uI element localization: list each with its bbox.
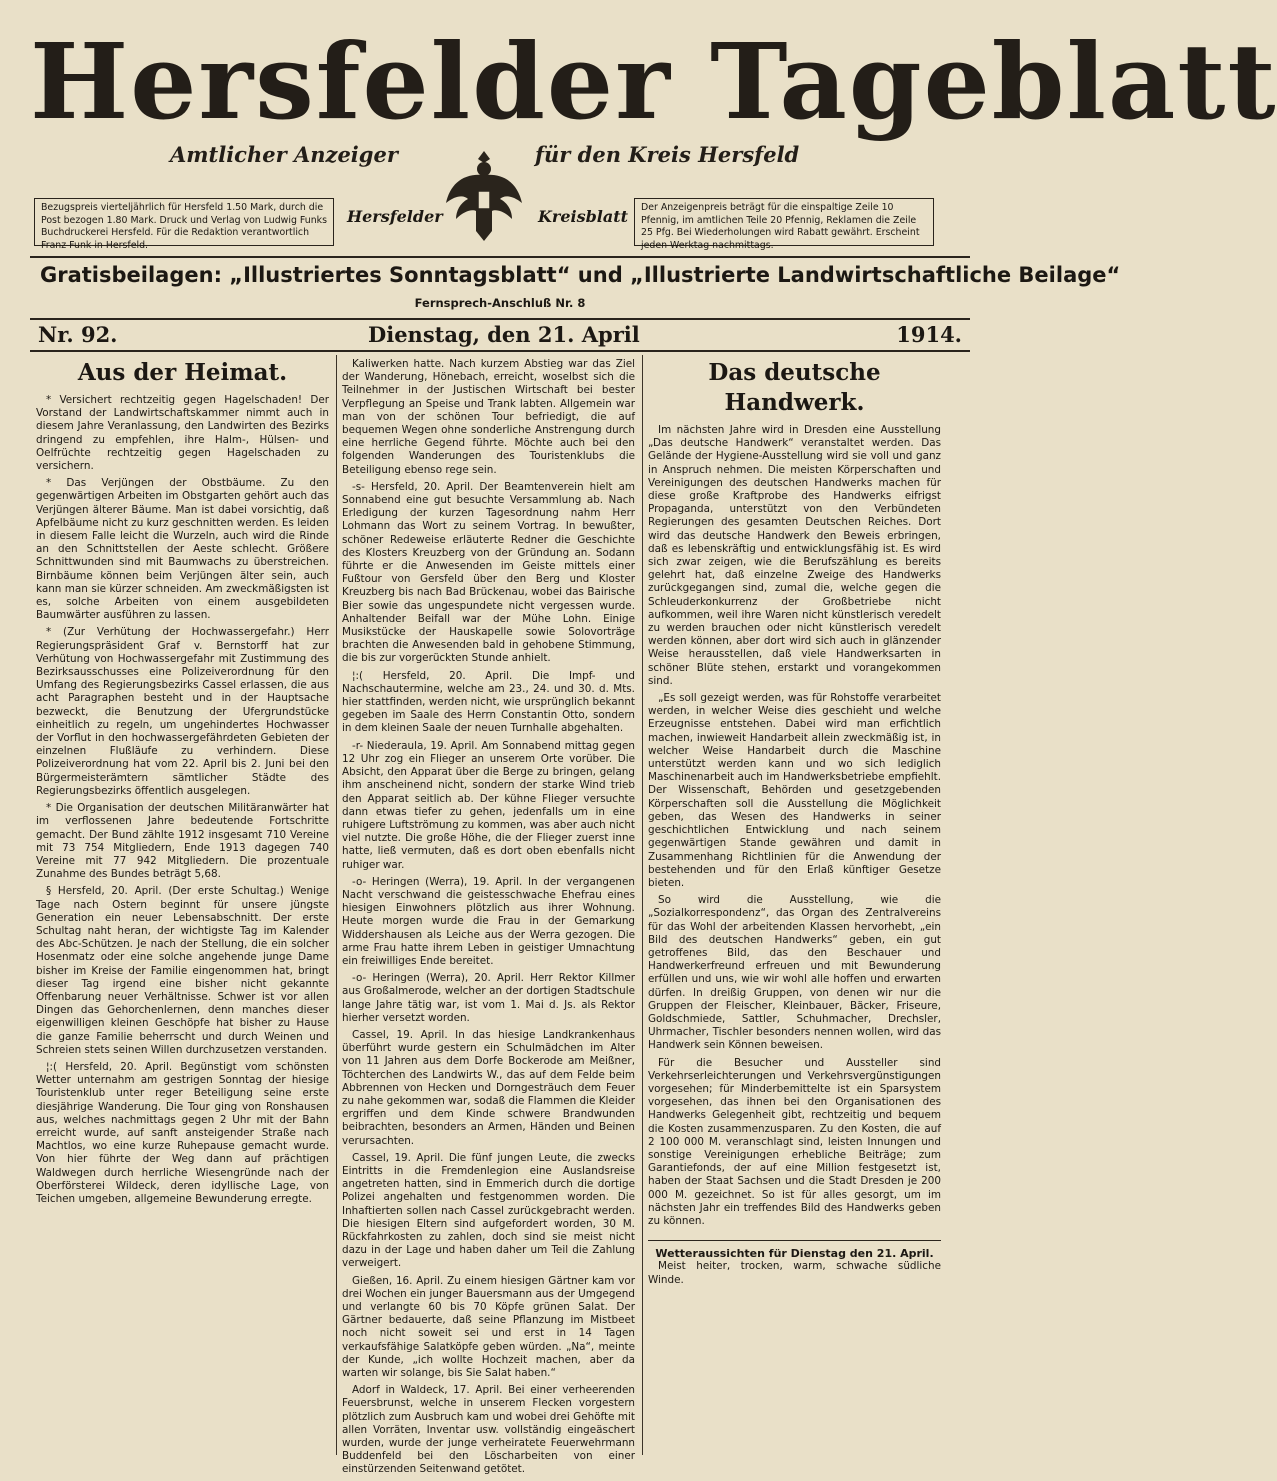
- article-paragraph: Cassel, 19. April. Die fünf jungen Leute, die zwecks Eintritts in die Fremdenlegion eine Auslandsreise angetreten hatten, sind in Emmerich durch die dortige Polizei angehalten und festgenommen worden. Die Inhaftierten sollen nach Cassel zurückgebracht werden. Die hiesigen Eltern sind aufgefordert worden, 30 M. Rückfahrkosten zu zahlen, doch sind sie meist nicht dazu in der Lage und haben daher um Teil die Zahlung verweigert.: [342, 1151, 635, 1270]
- issue-date: Dienstag, den 21. April: [368, 322, 640, 347]
- article-paragraph: ¦:( Hersfeld, 20. April. Begünstigt vom schönsten Wetter unternahm am gestrigen Sonntag der hiesige Touristenklub unter reger Beteiligung seine erste diesjährige Wanderung. Die Tour ging von Ronshausen aus, welches nachmittags gegen 2 Uhr mit der Bahn erreicht wurde, auf sanft ansteigender Straße nach Machtlos, wo eine kurze Ruhepause gemacht wurde. Von hier führte der Weg dann auf prächtigen Waldwegen durch herrliche Wiesengründe nach der Oberförsterei Wildeck, deren idyllische Lage, von Teichen umgeben, allgemeine Bewunderung erregte.: [36, 1060, 329, 1205]
- issue-number: Nr. 92.: [38, 322, 118, 347]
- rule-top: [30, 256, 970, 258]
- article-paragraph: -r- Niederaula, 19. April. Am Sonnabend mittag gegen 12 Uhr zog ein Flieger an unserem Orte vorüber. Die Absicht, den Apparat über die Berge zu bringen, gelang ihm anscheinend nicht, sondern der starke Wind trieb den Apparat seitlich ab. Der kühne Flieger versuchte dann etwas tiefer zu gehen, jedenfalls um in eine ruhigere Luftströmung zu kommen, was aber auch nicht viel nutzte. Die große Höhe, die der Flieger zuerst inne hatte, ließ vermuten, daß es dort oben ebenfalls nicht ruhiger war.: [342, 739, 635, 871]
- column-3: [648, 358, 941, 1291]
- article-paragraph: -o- Heringen (Werra), 19. April. In der vergangenen Nacht verschwand die geistesschwache Ehefrau eines hiesigen Einwohners plötzlich aus ihrer Wohnung. Heute morgen wurde die Frau in der Gemarkung Widdershausen als Leiche aus der Werra gezogen. Die arme Frau hatte ihrem Leben in geistiger Umnachtung ein freiwilliges Ende bereitet.: [342, 875, 635, 967]
- weather-title: Wetteraussichten für Dienstag den 21. April.: [655, 1247, 934, 1261]
- article-paragraph: * Versichert rechtzeitig gegen Hagelschaden! Der Vorstand der Landwirtschaftskammer nimmt auch in diesem Jahre Veranlassung, den Landwirten des Bezirks dringend zu empfehlen, ihre Halm-, Hülsen- und Oelfrüchte rechtzeitig gegen Hagelschaden zu versichern.: [36, 394, 329, 473]
- supplement-line: Gratisbeilagen: „Illustriertes Sonntagsblatt“ und „Illustrierte Landwirtschaftliche Beilage“: [40, 263, 1121, 287]
- section-heading-craft: Das deutsche Handwerk.: [708, 359, 881, 416]
- subscription-info-box: Bezugspreis vierteljährlich für Hersfeld 1.50 Mark, durch die Post bezogen 1.80 Mark. Druck und Verlag von Ludwig Funks Buchdruckerei Hersfeld. Für die Redaktion verantwortlich Franz Funk in Hersfeld.: [34, 198, 334, 246]
- column-2: [342, 358, 635, 1481]
- subtitle-right: für den Kreis Hersfeld: [535, 142, 800, 167]
- phone-line: Fernsprech-Anschluß Nr. 8: [414, 296, 586, 310]
- eagle-emblem-icon: [442, 145, 526, 245]
- issue-line: [38, 322, 962, 352]
- subtitle-left: Amtlicher Anzeiger: [170, 142, 398, 167]
- issue-year: 1914.: [896, 322, 962, 347]
- column-divider-1: [336, 355, 337, 1455]
- article-paragraph: Gießen, 16. April. Zu einem hiesigen Gärtner kam vor drei Wochen ein junger Bauersmann aus der Umgegend und verlangte 60 bis 70 Köpfe grünen Salat. Der Gärtner bedauerte, daß seine Pflanzung im Mistbeet noch nicht soweit sei und erst in 14 Tagen verkaufsfähige Salatköpfe geben würden. „Na“, meinte der Kunde, „ich wollte Hochzeit machen, aber da warten wir solange, bis Sie Salat haben.“: [342, 1274, 635, 1380]
- article-paragraph: Cassel, 19. April. In das hiesige Landkrankenhaus überführt wurde gestern ein Schulmädchen im Alter von 11 Jahren aus dem Dorfe Bockerode am Meißner, Töchterchen des Landwirts W., das auf dem Felde beim Abbrennen von Hecken und Dorngesträuch dem Feuer zu nahe gekommen war, sodaß die Flammen die Kleider ergriffen und dem Kinde schwere Brandwunden beibrachten, besonders an Armen, Händen und Beinen verursachten.: [342, 1028, 635, 1147]
- eagle-caption-right: Kreisblatt: [538, 207, 629, 226]
- masthead-title: Hersfelder Tageblatt: [30, 20, 1277, 143]
- masthead: [30, 18, 1277, 158]
- weather-text: Meist heiter, trocken, warm, schwache südliche Winde.: [648, 1260, 941, 1286]
- rule-bottom: [30, 350, 970, 352]
- article-paragraph: * Die Organisation der deutschen Militäranwärter hat im verflossenen Jahre bedeutende Fortschritte gemacht. Der Bund zählte 1912 insgesamt 710 Vereine mit 73 754 Mitgliedern, Ende 1913 dagegen 740 Vereine mit 77 942 Mitgliedern. Die prozentuale Zunahme des Bundes beträgt 5,68.: [36, 802, 329, 881]
- article-paragraph: Kaliwerken hatte. Nach kurzem Abstieg war das Ziel der Wanderung, Hönebach, erreicht, woselbst sich die Teilnehmer in der Justischen Wirtschaft bei bester Verpflegung an Speise und Trank labten. Allgemein war man von der schönen Tour befriedigt, die auf bequemen Wegen ohne sonderliche Anstrengung durch eine herrliche Gegend führte. Möchte auch bei den folgenden Wanderungen des Touristenklubs die Beteiligung ebenso rege sein.: [342, 358, 635, 476]
- column-1: [36, 358, 329, 1210]
- article-paragraph: * Das Verjüngen der Obstbäume. Zu den gegenwärtigen Arbeiten im Obstgarten gehört auch das Verjüngen älterer Bäume. Man ist dabei vorsichtig, daß Apfelbäume nicht zu kurz geschnitten werden. Es leiden in diesem Falle leicht die Wurzeln, auch wird die Rinde an den Schnittstellen der Aeste schlecht. Größere Schnittwunden sind mit Baumwachs zu überstreichen. Birnbäume können beim Verjüngen älter sein, auch kann man sie kürzer schneiden. Am zweckmäßigsten ist es, solche Arbeiten von einem ausgebildeten Baumwärter ausführen zu lassen.: [36, 477, 329, 622]
- article-paragraph: -s- Hersfeld, 20. April. Der Beamtenverein hielt am Sonnabend eine gut besuchte Versammlung ab. Nach Erledigung der kurzen Tagesordnung nahm Herr Lohmann das Wort zu seinem Vortrag. In bewußter, schöner Redeweise erläuterte Redner die Geschichte des Klosters Kreuzberg von der Gründung an. Sodann führte er die Anwesenden im Geiste mittels einer Fußtour von Gersfeld über den Berg und Kloster Kreuzberg bis nach Bad Brückenau, wobei das Bairische Bier sowie das ungespundete nicht vergessen wurde. Anhaltender Beifall war der Mühe Lohn. Einige Musikstücke der Hauskapelle sowie Solovorträge brachten die Anwesenden bald in gehobene Stimmung, die bis zur vorgerückten Stunde anhielt.: [342, 480, 635, 665]
- rule-middle: [30, 318, 970, 320]
- article-paragraph: So wird die Ausstellung, wie die „Sozialkorrespondenz“, das Organ des Zentralvereins für das Wohl der arbeitenden Klassen hervorhebt, „ein Bild des deutschen Handwerks“ geben, ein gut getroffenes Bild, das den Beschauer und Handwerkerfreund erfreuen und mit Bewunderung erfüllen und uns, wie wir wohl alle hoffen und erwarten dürfen. In dreißig Gruppen, von denen wir nur die Gruppen der Fleischer, Kleinbauer, Bäcker, Friseure, Goldschmiede, Sattler, Schuhmacher, Drechsler, Uhrmacher, Tischler besonders nennen wollen, wird das Handwerk sein Können beweisen.: [648, 894, 941, 1052]
- article-paragraph: „Es soll gezeigt werden, was für Rohstoffe verarbeitet werden, in welcher Weise dies geschieht und welche Erzeugnisse entstehen. Dabei wird man erfichtlich machen, inwieweit Handarbeit allein zweckmäßig ist, in welcher Weise Handarbeit durch die Maschine unterstützt werden kann und wo sich lediglich Maschinenarbeit auch im Handwerksbetriebe empfiehlt. Der Wissenschaft, Behörden und gesetzgebenden Körperschaften soll die Ausstellung die Möglichkeit geben, das Wesen des Handwerks in seiner geschichtlichen Entwicklung und nach seinem gegenwärtigen Stande gewähren und damit in Zusammenhang Richtlinien für die Anwendung der bestehenden und für den Erlaß künftiger Gesetze bieten.: [648, 692, 941, 889]
- advertising-info-box: Der Anzeigenpreis beträgt für die einspaltige Zeile 10 Pfennig, im amtlichen Teile 20 Pfennig, Reklamen die Zeile 25 Pfg. Bei Wiederholungen wird Rabatt gewährt. Erscheint jeden Werktag nachmittags.: [634, 198, 934, 246]
- article-paragraph: * (Zur Verhütung der Hochwassergefahr.) Herr Regierungspräsident Graf v. Bernstorff hat zur Verhütung von Hochwassergefahr mit Zustimmung des Bezirksausschusses eine Polizeiverordnung für den Umfang des Regierungsbezirks Cassel erlassen, die aus acht Paragraphen besteht und in der Hauptsache bezweckt, die Benutzung der Ufergrundstücke einheitlich zu regeln, um ungehindertes Hochwasser der Vorflut in den hochwassergefährdeten Gebieten der einzelnen Flußläufe zu verhindern. Diese Polizeiverordnung hat vom 22. April bis 2. Juni bei den Bürgermeisterämtern sämtlicher Städte des Regierungsbezirks öffentlich ausgelegen.: [36, 626, 329, 797]
- article-paragraph: Im nächsten Jahre wird in Dresden eine Ausstellung „Das deutsche Handwerk“ veranstaltet werden. Das Gelände der Hygiene-Ausstellung wird sie voll und ganz in Anspruch nehmen. Die meisten Körperschaften und Vereinigungen des deutschen Handwerks machen für diese große Kraftprobe des Handwerks eifrigst Propaganda, unterstützt von den Verbündeten Regierungen des gesamten Deutschen Reiches. Dort wird das deutsche Handwerk den Beweis erbringen, daß es lebenskräftig und entwicklungsfähig ist. Es wird sich zwar zeigen, wie die Berufszählung es bereits gelehrt hat, daß einzelne Zweige des Handwerks zurückgegangen sind, zumal die, welche gegen die Schleuderkonkurrenz der Großbetriebe nicht aufkommen, weil ihre Waren nicht künstlerisch veredelt zu werden brauchen oder nicht künstlerisch veredelt werden können, aber dort wird sich auch in glänzender Weise herausstellen, daß viele Handwerksarten in schöner Blüte stehen, erstarkt und vorangekommen sind.: [648, 424, 941, 687]
- article-paragraph: Adorf in Waldeck, 17. April. Bei einer verheerenden Feuersbrunst, welche in unserem Flecken vorgestern plötzlich zum Ausbruch kam und wobei drei Gehöfte mit allen Vorräten, Inventar usw. vollständig eingeäschert wurden, wurde der junge verheiratete Feuerwehrmann Buddenfeld bei den Löscharbeiten von einer einstürzenden Seitenwand getötet.: [342, 1384, 635, 1476]
- article-paragraph: ¦:( Hersfeld, 20. April. Die Impf- und Nachschautermine, welche am 23., 24. und 30. d. Mts. hier stattfinden, werden nicht, wie ursprünglich bekannt gegeben im Saale des Herrn Constantin Otto, sondern in dem kleinen Saale der neuen Turnhalle abgehalten.: [342, 669, 635, 735]
- eagle-caption-left: Hersfelder: [347, 207, 443, 226]
- article-paragraph: Für die Besucher und Aussteller sind Verkehrserleichterungen und Verkehrsvergünstigungen vorgesehen; für Minderbemittelte ist ein Sparsystem vorgesehen, das ihnen bei den Organisationen des Handwerks Gelegenheit gibt, rechtzeitig und bequem die Kosten zusammenzusparen. Zu den Kosten, die auf 2 100 000 M. veranschlagt sind, leisten Innungen und sonstige Vereinigungen erhebliche Beiträge; zum Garantiefonds, der auf eine Million festgesetzt ist, haben der Staat Sachsen und die Stadt Dresden je 200 000 M. gezeichnet. So ist für alles gesorgt, um im nächsten Jahr ein treffendes Bild des Handwerks geben zu können.: [648, 1056, 941, 1227]
- article-paragraph: -o- Heringen (Werra), 20. April. Herr Rektor Killmer aus Großalmerode, welcher an der dortigen Stadtschule lange Jahre tätig war, ist vom 1. Mai d. Js. als Rektor hierher versetzt worden.: [342, 972, 635, 1024]
- weather-forecast: [648, 1240, 941, 1287]
- column-divider-2: [642, 355, 643, 1455]
- section-heading-local-news: Aus der Heimat.: [77, 359, 288, 386]
- article-paragraph: § Hersfeld, 20. April. (Der erste Schultag.) Wenige Tage nach Ostern beginnt für unsere jüngste Generation ein neuer Lebensabschnitt. Der erste Schultag naht heran, der wichtigste Tag im Kalender des Abc-Schützen. Je nach der Stellung, die ein solcher Hosenmatz oder eine solche angehende junge Dame bisher im Kreise der Familie eingenommen hat, bringt dieser Tag irgend eine bisher nicht gekannte Offenbarung neuer Verhältnisse. Schwer ist vor allen Dingen das Gehorchenlernen, denn manches dieser eigenwilligen kleinen Geschöpfe hat bisher zu Hause die ganze Familie beherrscht und durch Weinen und Schreien stets seinen Willen durchzusetzen verstanden.: [36, 885, 329, 1056]
